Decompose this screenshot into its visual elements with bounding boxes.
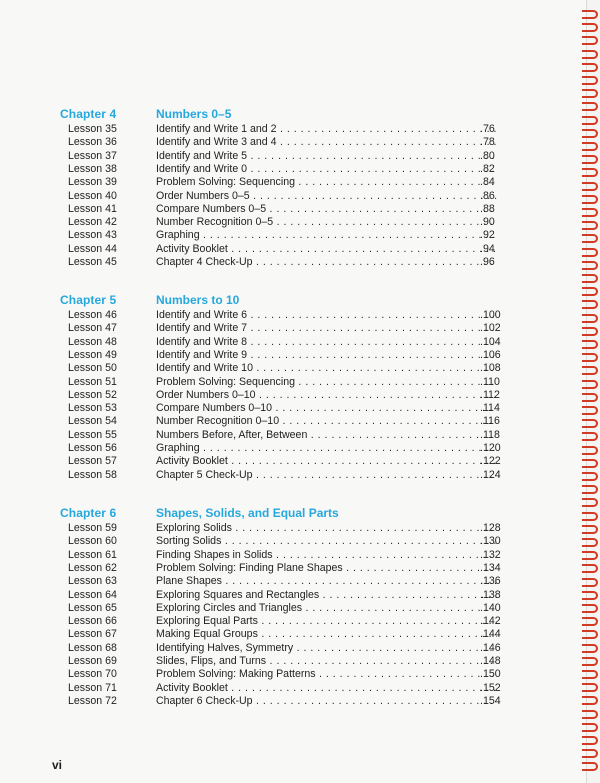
toc-row <box>0 442 560 455</box>
toc-row <box>0 642 560 655</box>
lesson-title: Identify and Write 9 . . . <box>156 349 497 362</box>
spiral-coil <box>582 155 598 164</box>
lesson-number: Lesson 54 <box>68 415 117 428</box>
lesson-title: Exploring Solids . . . <box>156 522 497 535</box>
page-reference: . 96 <box>480 256 498 269</box>
lesson-title: Exploring Equal Parts . . . <box>156 615 497 628</box>
lesson-title: Exploring Squares and Rectangles . . . <box>156 589 497 602</box>
page-reference: . 134 <box>480 562 498 575</box>
toc-row <box>0 389 560 402</box>
page-reference: . 150 <box>480 668 498 681</box>
toc-row <box>0 429 560 442</box>
spiral-coil <box>582 353 598 362</box>
toc-row <box>0 243 560 256</box>
spiral-coil <box>582 116 598 125</box>
chapter-title: Numbers to 10 <box>156 293 240 307</box>
chapter-title: Numbers 0–5 <box>156 107 232 121</box>
spiral-coil <box>582 314 598 323</box>
spiral-coil <box>582 300 598 309</box>
spiral-coil <box>582 274 598 283</box>
lesson-title: Identify and Write 5 . . . <box>156 150 497 163</box>
toc-row <box>0 322 560 335</box>
spiral-coil <box>582 261 598 270</box>
lesson-title: Identify and Write 3 and 4 . . . <box>156 136 497 149</box>
toc-row <box>0 349 560 362</box>
spiral-coil <box>582 446 598 455</box>
lesson-title: Identify and Write 1 and 2 . . . <box>156 123 497 136</box>
lesson-title: Activity Booklet . . . <box>156 682 497 695</box>
spiral-coil <box>582 419 598 428</box>
lesson-number: Lesson 52 <box>68 388 117 401</box>
lesson-number: Lesson 71 <box>68 681 117 694</box>
spiral-coil <box>582 142 598 151</box>
page-reference: . 82 <box>480 163 498 176</box>
spiral-coil <box>582 221 598 230</box>
spiral-coil <box>582 485 598 494</box>
spiral-coil <box>582 10 598 19</box>
toc-row <box>0 336 560 349</box>
lesson-title: Finding Shapes in Solids . . . <box>156 549 497 562</box>
lesson-title: Chapter 6 Check-Up . . . <box>156 695 497 708</box>
page-reference: . 112 <box>480 389 498 402</box>
lesson-number: Lesson 65 <box>68 601 117 614</box>
spiral-coil <box>582 762 598 771</box>
lesson-number: Lesson 61 <box>68 548 117 561</box>
lesson-title: Problem Solving: Sequencing . . . <box>156 376 497 389</box>
lesson-number: Lesson 68 <box>68 641 117 654</box>
lesson-number: Lesson 40 <box>68 189 117 202</box>
spiral-coil <box>582 23 598 32</box>
chapter-label: Chapter 6 <box>60 506 117 520</box>
lesson-title: Number Recognition 0–5 . . . <box>156 216 497 229</box>
spiral-coil <box>582 366 598 375</box>
toc-row <box>0 628 560 641</box>
page-reference: . 118 <box>480 429 498 442</box>
lesson-number: Lesson 60 <box>68 535 117 548</box>
page-reference: . 122 <box>480 455 498 468</box>
lesson-number: Lesson 53 <box>68 402 117 415</box>
spiral-binding <box>576 10 600 780</box>
toc-row <box>0 589 560 602</box>
spiral-coil <box>582 234 598 243</box>
lesson-number: Lesson 66 <box>68 615 117 628</box>
toc-row <box>0 203 560 216</box>
lesson-title: Making Equal Groups . . . <box>156 628 497 641</box>
lesson-number: Lesson 47 <box>68 322 117 335</box>
toc-row <box>0 415 560 428</box>
spiral-coil <box>582 63 598 72</box>
lesson-title: Compare Numbers 0–10 . . . <box>156 402 497 415</box>
toc-row <box>0 402 560 415</box>
page-reference: . 80 <box>480 150 498 163</box>
spiral-coil <box>582 208 598 217</box>
spiral-coil <box>582 380 598 389</box>
page-reference: . 100 <box>480 309 498 322</box>
spiral-coil <box>582 195 598 204</box>
lesson-title: Exploring Circles and Triangles . . . <box>156 602 497 615</box>
lesson-title: Compare Numbers 0–5 . . . <box>156 203 497 216</box>
spiral-coil <box>582 472 598 481</box>
lesson-title: Slides, Flips, and Turns . . . <box>156 655 497 668</box>
toc-row <box>0 216 560 229</box>
spiral-coil <box>582 182 598 191</box>
lesson-number: Lesson 48 <box>68 335 117 348</box>
page-reference: . 76 <box>480 123 498 136</box>
toc-row <box>0 136 560 149</box>
toc-row <box>0 469 560 482</box>
spiral-coil <box>582 512 598 521</box>
chapter-header <box>0 293 560 307</box>
page-reference: . 128 <box>480 522 498 535</box>
page-reference: . 142 <box>480 615 498 628</box>
lesson-number: Lesson 56 <box>68 442 117 454</box>
lesson-number: Lesson 67 <box>68 628 117 641</box>
page-reference: . 94 <box>480 243 498 256</box>
page-number: vi <box>52 758 63 772</box>
page-reference: . 138 <box>480 589 498 602</box>
toc-row <box>0 309 560 322</box>
lesson-title: Chapter 5 Check-Up . . . <box>156 469 497 482</box>
lesson-number: Lesson 45 <box>68 256 117 268</box>
lesson-title: Number Recognition 0–10 . . . <box>156 415 497 428</box>
spiral-coil <box>582 591 598 600</box>
page-reference: . 90 <box>480 216 498 229</box>
page-reference: . 152 <box>480 682 498 695</box>
lesson-number: Lesson 42 <box>68 216 117 229</box>
spiral-coil <box>582 89 598 98</box>
lesson-number: Lesson 55 <box>68 428 117 441</box>
spiral-coil <box>582 36 598 45</box>
lesson-title: Identifying Halves, Symmetry . . . <box>156 642 497 655</box>
spiral-coil <box>582 657 598 666</box>
lesson-number: Lesson 63 <box>68 575 117 588</box>
page-reference: . 144 <box>480 628 498 641</box>
lesson-title: Order Numbers 0–5 . . . <box>156 190 497 203</box>
lesson-title: Activity Booklet . . . <box>156 243 497 256</box>
spiral-coil <box>582 749 598 758</box>
page-reference: . 88 <box>480 203 498 216</box>
lesson-title: Identify and Write 10 . . . <box>156 362 497 375</box>
lesson-number: Lesson 50 <box>68 362 117 375</box>
lesson-number: Lesson 37 <box>68 149 117 162</box>
lesson-title: Identify and Write 7 . . . <box>156 322 497 335</box>
lesson-title: Activity Booklet . . . <box>156 455 497 468</box>
toc-row <box>0 615 560 628</box>
page-reference: . 114 <box>480 402 498 415</box>
toc-row <box>0 562 560 575</box>
lesson-title: Plane Shapes . . . <box>156 575 497 588</box>
toc-row <box>0 668 560 681</box>
lesson-title: Graphing . . . <box>156 229 497 242</box>
toc-row <box>0 695 560 708</box>
page-reference: . 124 <box>480 469 498 482</box>
lesson-number: Lesson 36 <box>68 136 117 149</box>
lesson-number: Lesson 46 <box>68 309 117 321</box>
spiral-coil <box>582 578 598 587</box>
spiral-coil <box>582 670 598 679</box>
toc-row <box>0 362 560 375</box>
spiral-coil <box>582 50 598 59</box>
lesson-title: Order Numbers 0–10 . . . <box>156 389 497 402</box>
toc-row <box>0 575 560 588</box>
spiral-coil <box>582 617 598 626</box>
toc-row <box>0 522 560 535</box>
page-reference: . 92 <box>480 229 498 242</box>
lesson-title: Chapter 4 Check-Up . . . <box>156 256 497 269</box>
lesson-number: Lesson 39 <box>68 176 117 189</box>
spiral-coil <box>582 168 598 177</box>
lesson-number: Lesson 51 <box>68 375 117 388</box>
lesson-number: Lesson 70 <box>68 668 117 681</box>
toc-row <box>0 150 560 163</box>
toc-row <box>0 123 560 136</box>
toc-row <box>0 682 560 695</box>
spiral-coil <box>582 102 598 111</box>
lesson-number: Lesson 62 <box>68 561 117 574</box>
page-reference: . 108 <box>480 362 498 375</box>
spiral-coil <box>582 696 598 705</box>
lesson-number: Lesson 59 <box>68 522 117 534</box>
lesson-number: Lesson 58 <box>68 468 117 481</box>
lesson-number: Lesson 35 <box>68 123 117 135</box>
page-reference: . 78 <box>480 136 498 149</box>
page-reference: . 116 <box>480 415 498 428</box>
lesson-title: Sorting Solids . . . <box>156 535 497 548</box>
lesson-title: Problem Solving: Sequencing . . . <box>156 176 497 189</box>
lesson-title: Graphing . . . <box>156 442 497 455</box>
spiral-coil <box>582 710 598 719</box>
toc-row <box>0 229 560 242</box>
chapter-label: Chapter 4 <box>60 107 117 121</box>
toc-row <box>0 602 560 615</box>
lesson-title: Problem Solving: Finding Plane Shapes . . . <box>156 562 497 575</box>
page-reference: . 154 <box>480 695 498 708</box>
spiral-coil <box>582 683 598 692</box>
spiral-coil <box>582 630 598 639</box>
page-reference: . 140 <box>480 602 498 615</box>
spiral-coil <box>582 76 598 85</box>
page-reference: . 130 <box>480 535 498 548</box>
lesson-number: Lesson 57 <box>68 455 117 468</box>
lesson-number: Lesson 41 <box>68 202 117 215</box>
toc-row <box>0 535 560 548</box>
spiral-coil <box>582 248 598 257</box>
lesson-number: Lesson 69 <box>68 655 117 667</box>
lesson-number: Lesson 44 <box>68 242 117 255</box>
chapter-header <box>0 107 560 121</box>
toc-row <box>0 549 560 562</box>
spiral-coil <box>582 432 598 441</box>
spiral-coil <box>582 287 598 296</box>
spiral-coil <box>582 406 598 415</box>
page-reference: . 106 <box>480 349 498 362</box>
lesson-number: Lesson 49 <box>68 348 117 361</box>
spiral-coil <box>582 393 598 402</box>
page-reference: . 120 <box>480 442 498 455</box>
page-reference: . 146 <box>480 642 498 655</box>
chapter-header <box>0 506 560 520</box>
toc-row <box>0 176 560 189</box>
lesson-number: Lesson 38 <box>68 162 117 175</box>
page-reference: . 104 <box>480 336 498 349</box>
spiral-coil <box>582 327 598 336</box>
spiral-coil <box>582 538 598 547</box>
page-reference: . 84 <box>480 176 498 189</box>
lesson-number: Lesson 72 <box>68 694 117 707</box>
toc-row <box>0 163 560 176</box>
spiral-coil <box>582 551 598 560</box>
page-reference: . 110 <box>480 376 498 389</box>
lesson-number: Lesson 64 <box>68 588 117 601</box>
lesson-title: Identify and Write 8 . . . <box>156 336 497 349</box>
toc-row <box>0 190 560 203</box>
toc-row <box>0 376 560 389</box>
spiral-coil <box>582 340 598 349</box>
spiral-coil <box>582 129 598 138</box>
spiral-coil <box>582 525 598 534</box>
page-reference: . 132 <box>480 549 498 562</box>
chapter-title: Shapes, Solids, and Equal Parts <box>156 506 339 520</box>
spiral-coil <box>582 644 598 653</box>
spiral-coil <box>582 459 598 468</box>
lesson-number: Lesson 43 <box>68 229 117 242</box>
lesson-title: Identify and Write 6 . . . <box>156 309 497 322</box>
page-reference: . 148 <box>480 655 498 668</box>
chapter-label: Chapter 5 <box>60 293 117 307</box>
lesson-title: Problem Solving: Making Patterns . . . <box>156 668 497 681</box>
page-reference: . 102 <box>480 322 498 335</box>
lesson-title: Identify and Write 0 . . . <box>156 163 497 176</box>
page-reference: . 86 <box>480 190 498 203</box>
spiral-coil <box>582 736 598 745</box>
lesson-title: Numbers Before, After, Between . . . <box>156 429 497 442</box>
toc-row <box>0 655 560 668</box>
toc-row <box>0 256 560 269</box>
spiral-coil <box>582 564 598 573</box>
spiral-coil <box>582 498 598 507</box>
spiral-coil <box>582 604 598 613</box>
spiral-coil <box>582 723 598 732</box>
toc-row <box>0 455 560 468</box>
page-reference: . 136 <box>480 575 498 588</box>
